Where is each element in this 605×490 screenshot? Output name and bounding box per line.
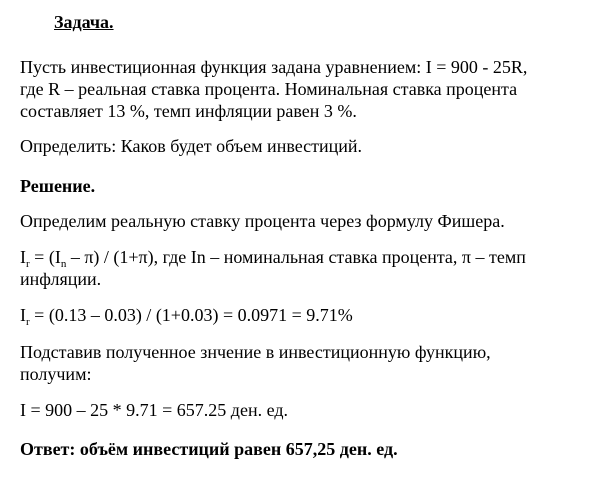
calc-i-symbol: I — [20, 305, 26, 325]
calc-r-rest: = (0.13 – 0.03) / (1+0.03) = 0.0971 = 9.71% — [29, 305, 353, 325]
solution-heading: Решение. — [20, 176, 96, 196]
condition-line-1: Пусть инвестиционная функция задана уравнением: I = 900 - 25R, — [20, 57, 528, 77]
answer: Ответ: объём инвестиций равен 657,25 ден. ед. — [20, 439, 398, 459]
formula-eq-open: = (I — [29, 247, 61, 267]
formula-r-subscript: r — [26, 258, 30, 270]
fisher-formula — [20, 246, 577, 290]
investment-calculation: I = 900 – 25 * 9.71 = 657.25 ден. ед. — [20, 400, 288, 420]
real-rate-calculation — [20, 304, 577, 326]
substitution-line-1: Подставив полученное знчение в инвестиционную функцию, — [20, 342, 491, 362]
task-title: Задача. — [54, 12, 114, 32]
solution-step-fisher: Определим реальную ставку процента через формулу Фишера. — [20, 211, 505, 231]
substitution-text — [20, 341, 577, 385]
problem-condition — [20, 56, 577, 122]
question: Определить: Каков будет объем инвестиций. — [20, 136, 363, 156]
fisher-formula-line-1 — [20, 246, 577, 268]
formula-n-subscript: n — [60, 258, 67, 270]
fisher-formula-line-2: инфляции. — [20, 269, 102, 289]
condition-line-2: где R – реальная ставка процента. Номинальная ставка процента — [20, 79, 518, 99]
formula-rest: – π) / (1+π), где In – номинальная ставка процента, π – темп — [66, 247, 526, 267]
formula-i-symbol: I — [20, 247, 26, 267]
calc-r-subscript: r — [26, 316, 30, 328]
condition-line-3: составляет 13 %, темп инфляции равен 3 %. — [20, 101, 357, 121]
substitution-line-2: получим: — [20, 364, 92, 384]
